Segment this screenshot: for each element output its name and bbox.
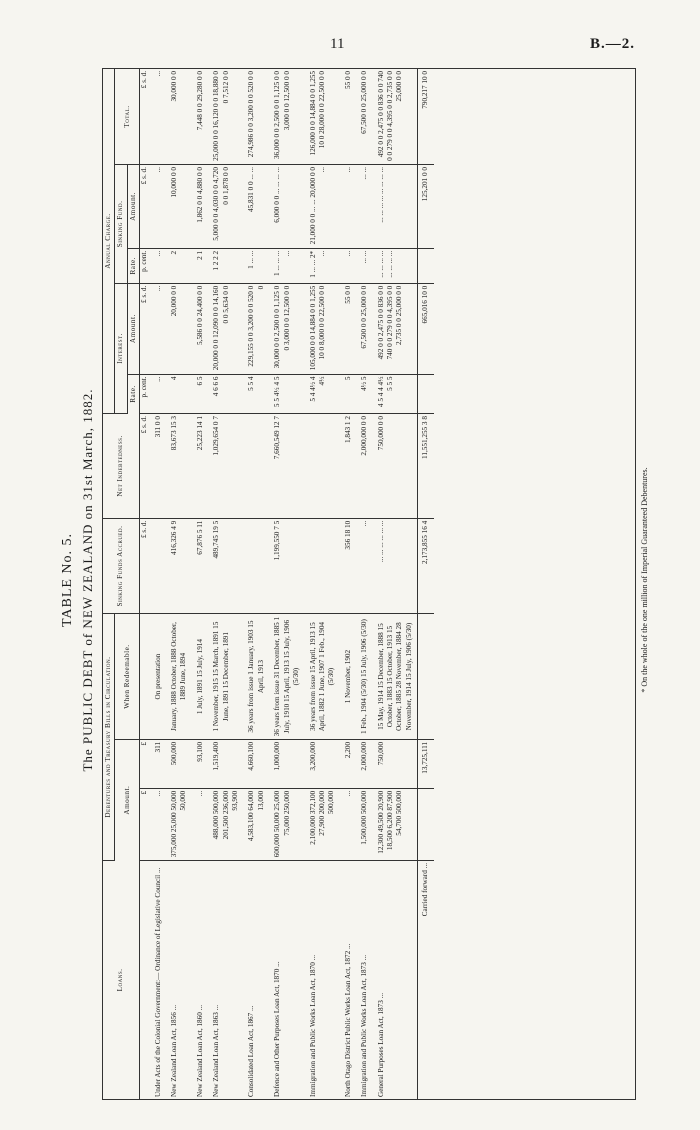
- header-amount: Amount.: [115, 739, 140, 860]
- unit-money: £ s. d.: [140, 283, 150, 374]
- total-charge: 492 0 0 2,475 0 0 836 0 0 740 0 0 279 0 0 4,395 0 0 2,735 0 0 25,000 0 0: [373, 69, 418, 165]
- sinking-fund-rate: 1 2 2 2: [208, 248, 243, 283]
- sinking-funds-accrued: 356 18 10: [340, 518, 356, 613]
- interest-rate: 4 6 6 6: [208, 374, 243, 414]
- page-number: 11: [330, 36, 345, 52]
- amount-list: 600,000 50,000 25,000 75,000 250,000: [269, 788, 304, 860]
- when-redeemable: 1 July, 1891 15 July, 1914: [192, 614, 208, 740]
- when-redeemable: 15 May, 1914 15 December, 1888 15 October, 1883 15 October, 1913 15 October, 1885 28 November, 1884 28 November, 1914 15 July, 1906 (5/30): [373, 614, 418, 740]
- sinking-funds-accrued: 416,326 4 9: [166, 518, 192, 613]
- sinking-fund-rate: ...: [150, 248, 166, 283]
- total-charge: 25,000 0 0 16,120 0 0 18,880 0 0 7,512 0 0: [208, 69, 243, 165]
- table-row: [356, 69, 372, 1099]
- header-sf-amount: Amount.: [127, 165, 139, 249]
- table-row: [243, 69, 269, 1099]
- interest-amount: 5,586 0 0 24,400 0 0: [192, 283, 208, 374]
- loan-name: Defence and Other Purposes Loan Act, 1870 ...: [273, 961, 282, 1097]
- amount-list: ...: [192, 788, 208, 860]
- amount-sum: 2,000,000: [356, 739, 372, 788]
- interest-amount: 20,000 0 0 12,090 0 0 14,160 0 0 5,634 0 0: [208, 283, 243, 374]
- total-charge: 126,000 0 0 14,884 0 0 1,255 10 0 28,000 0 0 22,500 0 0: [305, 69, 340, 165]
- table-subtitle: The PUBLIC DEBT of NEW ZEALAND on 31st March, 1882.: [80, 388, 95, 772]
- header-annual-charge: Annual Charge.: [103, 69, 115, 414]
- sinking-funds-accrued: [305, 518, 340, 613]
- amount-list: 4,583,100 64,000 13,000: [243, 788, 269, 860]
- when-redeemable: 1 November, 1915 15 March, 1891 15 June, 1891 15 December, 1891: [208, 614, 243, 740]
- interest-rate: 5 4 4½ 4 4½: [305, 374, 340, 414]
- unit-pound: £: [140, 739, 150, 788]
- total-charge: 30,000 0 0: [166, 69, 192, 165]
- amount-list: ...: [150, 788, 166, 860]
- carried-forward-interest: 665,016 10 0: [418, 283, 434, 374]
- header-sf-rate: Rate.: [127, 248, 139, 283]
- interest-amount: 105,000 0 0 14,884 0 0 1,255 10 0 8,000 0 0 22,500 0 0: [305, 283, 340, 374]
- amount-sum: 1,000,000: [269, 739, 304, 788]
- interest-amount: ...: [150, 283, 166, 374]
- interest-rate: 5: [340, 374, 356, 414]
- carried-forward-sinking: 2,173,855 16 4: [418, 518, 434, 613]
- sinking-fund-rate: 2: [166, 248, 192, 283]
- when-redeemable: 36 years from issue 31 December, 1885 1 July, 1910 15 April, 1913 15 July, 1906 (5/30): [269, 614, 304, 740]
- sinking-fund-amount: 5,000 0 0 4,030 0 0 4,720 0 0 1,878 0 0: [208, 165, 243, 249]
- sinking-funds-accrued: [150, 518, 166, 613]
- net-indebtedness: [243, 414, 269, 519]
- loan-name: Immigration and Public Works Loan Act, 1873 ...: [360, 954, 369, 1097]
- when-redeemable: 36 years from issue 1 January, 1903 15 April, 1913: [243, 614, 269, 740]
- when-redeemable: On presentation: [150, 614, 166, 740]
- interest-amount: 67,500 0 0 25,000 0 0: [356, 283, 372, 374]
- net-indebtedness: 1,029,654 0 7: [208, 414, 243, 519]
- sinking-fund-rate: 1 ... ... ... ...: [269, 248, 304, 283]
- amount-list: 1,500,000 500,000: [356, 788, 372, 860]
- sinking-fund-amount: ... ...: [356, 165, 372, 249]
- header-sinking-fund: Sinking Fund.: [115, 165, 127, 284]
- header-net-indebtedness: Net Indebtedness.: [103, 414, 140, 519]
- header-sinking-funds: Sinking Funds Accrued.: [103, 518, 140, 613]
- header-interest-rate: Rate.: [127, 374, 139, 414]
- sinking-fund-amount: 45,831 0 0 ... ...: [243, 165, 269, 249]
- sinking-fund-amount: ...: [150, 165, 166, 249]
- debt-table-frame: [102, 68, 636, 1100]
- table-row: [166, 69, 192, 1099]
- unit-rate: p. cent.: [140, 248, 150, 283]
- unit-pound: £: [140, 788, 150, 860]
- unit-money: £ s. d.: [140, 518, 150, 613]
- sinking-funds-accrued: [243, 518, 269, 613]
- footnote: * On the whole of the one million of Imperial Guaranteed Debentures.: [640, 467, 649, 693]
- loan-name: New Zealand Loan Act, 1863 ...: [212, 1004, 221, 1097]
- sinking-fund-amount: 6,000 0 0 ... ... ... ...: [269, 165, 304, 249]
- amount-sum: 2,200: [340, 739, 356, 788]
- table-row: [305, 69, 340, 1099]
- amount-list: 2,100,000 372,100 27,900 200,000 500,000: [305, 788, 340, 860]
- loan-name: General Purposes Loan Act, 1873 ...: [376, 993, 385, 1097]
- amount-list: 12,300 49,500 20,900 18,500 6,200 87,900 54,700 500,000: [373, 788, 418, 860]
- sinking-funds-accrued: 1,199,550 7 5: [269, 518, 304, 613]
- interest-rate: ...: [150, 374, 166, 414]
- total-charge: 36,000 0 0 2,500 0 0 1,125 0 0 3,000 0 0 12,500 0 0: [269, 69, 304, 165]
- total-charge: 7,448 0 0 29,280 0 0: [192, 69, 208, 165]
- debt-table-body: [150, 69, 418, 1099]
- sinking-fund-rate: ... ...: [356, 248, 372, 283]
- amount-sum: 311: [150, 739, 166, 788]
- interest-amount: 30,000 0 0 2,500 0 0 1,125 0 0 3,000 0 0 12,500 0 0: [269, 283, 304, 374]
- amount-sum: 1,519,400: [208, 739, 243, 788]
- carried-forward-net: 11,551,255 3 8: [418, 414, 434, 519]
- carried-forward-amount: 13,725,111: [418, 739, 434, 788]
- interest-rate: 4 5 4 4 4½ 5 5 5: [373, 374, 418, 414]
- net-indebtedness: [305, 414, 340, 519]
- sinking-fund-amount: ... ... ... ... ... ... ... ...: [373, 165, 418, 249]
- sinking-fund-rate: 2 1: [192, 248, 208, 283]
- table-row: [208, 69, 243, 1099]
- interest-rate: 6 5: [192, 374, 208, 414]
- header-interest-amount: Amount.: [127, 283, 139, 374]
- header-loans: Loans.: [103, 860, 140, 1099]
- loan-name: Immigration and Public Works Loan Act, 1870 ...: [308, 954, 317, 1097]
- table-row: [150, 69, 166, 1099]
- sinking-fund-rate: ... ... ... ... ... ... ... ...: [373, 248, 418, 283]
- unit-money: £ s. d.: [140, 165, 150, 249]
- rotated-table-page: [60, 60, 680, 1100]
- sinking-funds-accrued: 67,876 5 11: [192, 518, 208, 613]
- net-indebtedness: 83,673 15 3: [166, 414, 192, 519]
- when-redeemable: 36 years from issue 15 April, 1913 15 April, 1882 1 June, 1907 1 Feb., 1904 (5/30): [305, 614, 340, 740]
- sinking-fund-amount: 10,000 0 0: [166, 165, 192, 249]
- header-when-redeemable: When Redeemable.: [115, 614, 140, 740]
- table-row: [192, 69, 208, 1099]
- header-total: Total.: [115, 69, 140, 165]
- carried-forward-sinking-fund: 125,201 0 0: [418, 165, 434, 249]
- table-title: TABLE No. 5.: [60, 532, 75, 628]
- sinking-fund-rate: ...: [340, 248, 356, 283]
- loan-name: North Otago District Public Works Loan Act, 1872 ...: [343, 943, 352, 1097]
- interest-amount: 20,000 0 0: [166, 283, 192, 374]
- net-indebtedness: 311 0 0: [150, 414, 166, 519]
- carried-forward-label: Carried forward ...: [418, 860, 434, 1099]
- carried-forward-total: 790,217 10 0: [418, 69, 434, 165]
- loan-name: Under Acts of the Colonial Government:— Ordinance of Legislative Council ...: [153, 867, 162, 1097]
- when-redeemable: 1 November, 1902: [340, 614, 356, 740]
- net-indebtedness: 25,223 14 1: [192, 414, 208, 519]
- when-redeemable: January, 1888 October, 1888 October, 1889 June, 1894: [166, 614, 192, 740]
- loan-name: Consolidated Loan Act, 1867 ...: [247, 1005, 256, 1097]
- net-indebtedness: 7,660,549 12 7: [269, 414, 304, 519]
- total-charge: 55 0 0: [340, 69, 356, 165]
- sinking-fund-rate: 1 ... ... 2* ...: [305, 248, 340, 283]
- net-indebtedness: 1,843 1 2: [340, 414, 356, 519]
- header-debentures: Debentures and Treasury Bills in Circulation.: [103, 614, 115, 861]
- unit-money: £ s. d.: [140, 414, 150, 519]
- amount-list: ...: [340, 788, 356, 860]
- total-charge: ...: [150, 69, 166, 165]
- sinking-funds-accrued: ...: [356, 518, 372, 613]
- amount-sum: 750,000: [373, 739, 418, 788]
- when-redeemable: 1 Feb., 1904 (5/30) 15 July, 1906 (5/30): [356, 614, 372, 740]
- loan-name: New Zealand Loan Act, 1856 ...: [170, 1004, 179, 1097]
- interest-rate: 5 5 4: [243, 374, 269, 414]
- interest-amount: 229,155 0 0 3,200 0 0 520 0 0: [243, 283, 269, 374]
- header-interest: Interest.: [115, 283, 127, 413]
- sinking-fund-amount: 1,862 0 0 4,880 0 0: [192, 165, 208, 249]
- sinking-fund-amount: 21,000 0 0 ... ... 20,000 0 0 ...: [305, 165, 340, 249]
- interest-rate: 4: [166, 374, 192, 414]
- amount-sum: 93,100: [192, 739, 208, 788]
- amount-sum: 500,000: [166, 739, 192, 788]
- net-indebtedness: 2,000,000 0 0: [356, 414, 372, 519]
- net-indebtedness: 750,000 0 0: [373, 414, 418, 519]
- amount-sum: 3,200,000: [305, 739, 340, 788]
- interest-rate: 5 5 4½ 4 5: [269, 374, 304, 414]
- debt-table: [103, 69, 434, 1099]
- unit-rate: p. cent.: [140, 374, 150, 414]
- interest-amount: 55 0 0: [340, 283, 356, 374]
- loan-name: New Zealand Loan Act, 1860 ...: [195, 1004, 204, 1097]
- interest-amount: 492 0 0 2,475 0 0 836 0 0 740 0 0 279 0 0 4,395 0 0 2,735 0 0 25,000 0 0: [373, 283, 418, 374]
- total-charge: 67,500 0 0 25,000 0 0: [356, 69, 372, 165]
- table-row: [340, 69, 356, 1099]
- amount-list: 488,000 500,000 201,500 236,000 93,900: [208, 788, 243, 860]
- interest-rate: 4½ 5: [356, 374, 372, 414]
- sinking-fund-amount: ...: [340, 165, 356, 249]
- total-charge: 274,986 0 0 3,200 0 0 520 0 0: [243, 69, 269, 165]
- amount-sum: 4,660,100: [243, 739, 269, 788]
- amount-list: 375,000 25,000 50,000 50,000: [166, 788, 192, 860]
- table-row: [269, 69, 304, 1099]
- unit-money: £ s. d.: [140, 69, 150, 165]
- sinking-funds-accrued: ... ... ... ... ... ...: [373, 518, 418, 613]
- sinking-funds-accrued: 489,745 19 5: [208, 518, 243, 613]
- sinking-fund-rate: 1 ... ...: [243, 248, 269, 283]
- table-row: [373, 69, 418, 1099]
- paper-reference: B.—2.: [590, 36, 636, 52]
- carried-forward-row: [418, 69, 434, 1099]
